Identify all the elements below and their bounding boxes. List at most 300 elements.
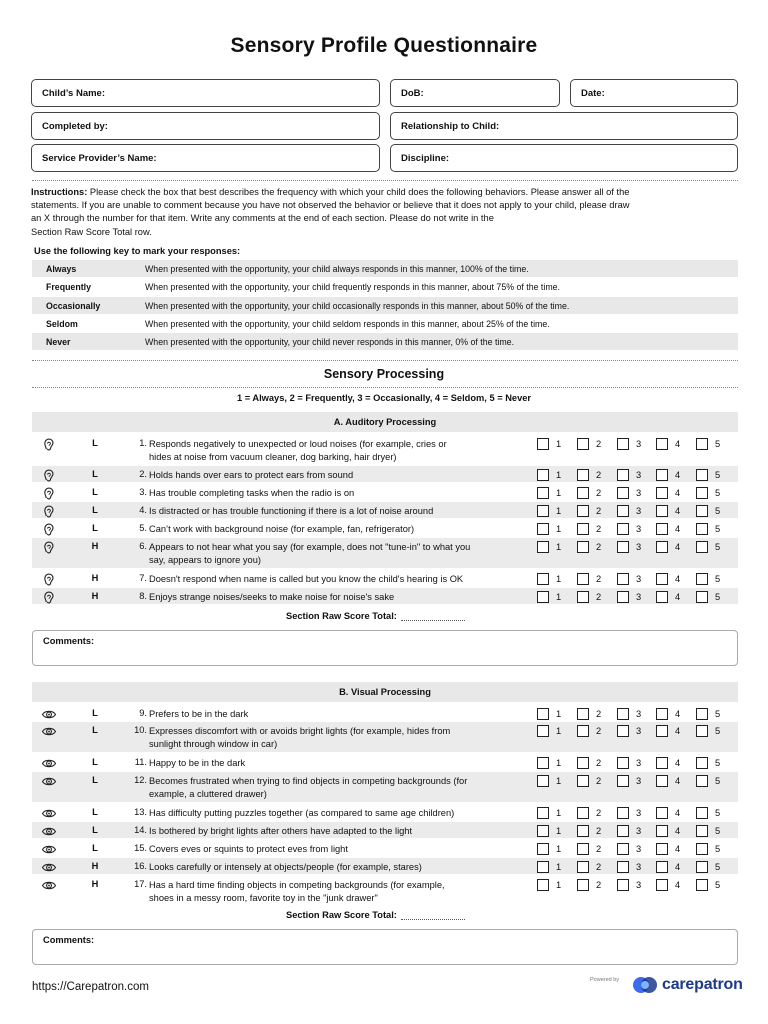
option-label: 3 [636,880,642,890]
checkbox[interactable] [537,505,549,517]
response-code: L [92,469,98,479]
option-label: 1 [556,844,562,854]
option-5[interactable] [696,523,720,535]
checkbox[interactable] [577,541,589,553]
item-text [149,469,531,482]
question-row [0,435,768,465]
option-1[interactable] [537,469,561,481]
option-3[interactable] [617,775,641,787]
option-5[interactable] [696,487,720,499]
option-5[interactable] [696,757,720,769]
option-4[interactable] [656,757,680,769]
option-4[interactable] [656,469,680,481]
checkbox[interactable] [696,523,708,535]
option-2[interactable] [577,757,601,769]
checkbox[interactable] [656,725,668,737]
checkbox[interactable] [696,541,708,553]
option-4[interactable] [656,725,680,737]
option-4[interactable] [656,807,680,819]
ear-icon [41,541,57,554]
option-5[interactable] [696,469,720,481]
question-row [0,722,768,752]
key-row [32,278,738,295]
question-row [0,754,768,770]
option-3[interactable] [617,573,641,585]
option-label: 3 [636,826,642,836]
checkbox[interactable] [577,505,589,517]
key-label: Frequently [46,281,91,292]
discipline-field[interactable] [390,144,738,172]
option-3[interactable] [617,757,641,769]
checkbox[interactable] [537,843,549,855]
option-5[interactable] [696,775,720,787]
option-1[interactable] [537,861,561,873]
eye-icon [41,725,57,738]
checkbox[interactable] [696,505,708,517]
comments-box[interactable] [32,929,738,965]
option-label: 4 [675,574,681,584]
checkbox[interactable] [696,757,708,769]
option-label: 3 [636,709,642,719]
option-4[interactable] [656,505,680,517]
option-5[interactable] [696,708,720,720]
response-code: L [92,843,98,853]
checkbox[interactable] [696,879,708,891]
checkbox[interactable] [696,591,708,603]
option-label: 2 [596,488,602,498]
option-label: 2 [596,726,602,736]
option-5[interactable] [696,843,720,855]
checkbox[interactable] [656,541,668,553]
checkbox[interactable] [656,879,668,891]
item-text-line: example, a cluttered drawer) [149,789,267,799]
option-label: 2 [596,808,602,818]
option-3[interactable] [617,438,641,450]
checkbox[interactable] [656,861,668,873]
dob-field[interactable] [390,79,560,107]
item-text [149,438,531,464]
checkbox[interactable] [656,591,668,603]
option-label: 4 [675,506,681,516]
checkbox[interactable] [577,879,589,891]
key-row [32,315,738,332]
checkbox[interactable] [577,861,589,873]
instructions-line: an X through the number for that item. Write any comments at the end of each section. Please do not write in the [31,213,494,224]
option-label: 5 [715,542,721,552]
option-2[interactable] [577,825,601,837]
item-number: 12. [134,775,147,785]
checkbox[interactable] [617,807,629,819]
option-label: 3 [636,776,642,786]
checkbox[interactable] [577,591,589,603]
checkbox[interactable] [656,757,668,769]
checkbox[interactable] [577,725,589,737]
eye-icon [41,807,57,820]
brand-logo [632,975,743,995]
comments-box[interactable] [32,630,738,666]
option-label: 5 [715,726,721,736]
checkbox[interactable] [537,879,549,891]
response-code: H [91,879,99,889]
question-row [0,466,768,482]
option-3[interactable] [617,591,641,603]
item-text [149,505,531,518]
instructions-line: Section Raw Score Total row. [31,226,152,237]
eye-icon [41,775,57,788]
item-number: 14. [134,825,147,835]
ear-icon [41,591,57,604]
checkbox[interactable] [577,757,589,769]
checkbox[interactable] [617,591,629,603]
option-1[interactable] [537,807,561,819]
checkbox[interactable] [617,573,629,585]
checkbox[interactable] [617,505,629,517]
option-4[interactable] [656,573,680,585]
checkbox[interactable] [617,825,629,837]
option-label: 2 [596,709,602,719]
option-1[interactable] [537,725,561,737]
item-number: 17. [134,879,147,889]
item-text [149,843,531,856]
option-1[interactable] [537,591,561,603]
checkbox[interactable] [656,825,668,837]
item-text-line: Can’t work with background noise (for example, fan, refrigerator) [149,524,415,534]
option-4[interactable] [656,708,680,720]
divider [32,180,738,181]
eye-icon [41,708,57,721]
checkbox[interactable] [537,591,549,603]
checkbox[interactable] [537,757,549,769]
option-5[interactable] [696,879,720,891]
checkbox[interactable] [656,573,668,585]
option-4[interactable] [656,541,680,553]
question-row [0,858,768,874]
checkbox[interactable] [696,573,708,585]
option-label: 2 [596,542,602,552]
checkbox[interactable] [537,725,549,737]
option-3[interactable] [617,825,641,837]
option-label: 4 [675,808,681,818]
checkbox[interactable] [577,807,589,819]
item-text-line: sunlight through window in car) [149,739,278,749]
checkbox[interactable] [577,825,589,837]
checkbox[interactable] [537,807,549,819]
checkbox[interactable] [537,708,549,720]
option-label: 1 [556,439,562,449]
option-label: 5 [715,709,721,719]
checkbox[interactable] [656,505,668,517]
response-code: L [92,487,98,497]
option-label: 4 [675,592,681,602]
option-1[interactable] [537,505,561,517]
option-4[interactable] [656,523,680,535]
option-label: 3 [636,524,642,534]
checkbox[interactable] [537,775,549,787]
question-row [0,538,768,568]
option-3[interactable] [617,725,641,737]
checkbox[interactable] [617,487,629,499]
eye-icon [41,861,57,874]
provider-field[interactable] [31,144,380,172]
checkbox[interactable] [696,843,708,855]
ear-icon [41,438,57,451]
option-label: 3 [636,470,642,480]
item-number: 1. [139,438,147,448]
comments-label: Comments: [43,636,95,646]
key-label: Never [46,336,71,347]
option-4[interactable] [656,775,680,787]
item-text [149,708,531,721]
option-2[interactable] [577,438,601,450]
checkbox[interactable] [617,541,629,553]
option-label: 5 [715,808,721,818]
date-field[interactable] [570,79,738,107]
checkbox[interactable] [617,523,629,535]
option-1[interactable] [537,573,561,585]
option-3[interactable] [617,843,641,855]
checkbox[interactable] [617,438,629,450]
option-label: 2 [596,574,602,584]
item-number: 11. [134,757,147,767]
option-label: 3 [636,592,642,602]
option-2[interactable] [577,807,601,819]
completed-by-label: Completed by: [42,120,108,132]
option-5[interactable] [696,861,720,873]
checkbox[interactable] [537,487,549,499]
checkbox[interactable] [577,523,589,535]
option-3[interactable] [617,523,641,535]
item-number: 6. [139,541,147,551]
checkbox[interactable] [617,775,629,787]
option-2[interactable] [577,541,601,553]
item-text-line: Is distracted or has trouble functioning if there is a lot of noise around [149,506,434,516]
completed-by-field[interactable] [31,112,380,140]
option-label: 4 [675,826,681,836]
checkbox[interactable] [537,523,549,535]
option-4[interactable] [656,591,680,603]
item-text-line: shoes in a messy room, favorite toy in the "junk drawer" [149,893,378,903]
option-1[interactable] [537,843,561,855]
option-1[interactable] [537,438,561,450]
option-4[interactable] [656,879,680,891]
item-text [149,807,531,820]
option-label: 4 [675,758,681,768]
checkbox[interactable] [577,487,589,499]
checkbox[interactable] [656,438,668,450]
option-3[interactable] [617,807,641,819]
option-label: 1 [556,862,562,872]
date-label: Date: [581,87,605,99]
option-5[interactable] [696,825,720,837]
dob-label: DoB: [401,87,424,99]
option-label: 2 [596,470,602,480]
response-code: L [92,708,98,718]
option-4[interactable] [656,825,680,837]
option-5[interactable] [696,591,720,603]
option-3[interactable] [617,708,641,720]
option-2[interactable] [577,708,601,720]
option-3[interactable] [617,487,641,499]
checkbox[interactable] [577,573,589,585]
item-text [149,541,531,567]
option-label: 1 [556,776,562,786]
checkbox[interactable] [656,487,668,499]
option-label: 1 [556,808,562,818]
relationship-field[interactable] [390,112,738,140]
checkbox[interactable] [577,469,589,481]
ear-icon [41,469,57,482]
option-4[interactable] [656,487,680,499]
option-5[interactable] [696,725,720,737]
option-1[interactable] [537,757,561,769]
checkbox[interactable] [617,757,629,769]
option-1[interactable] [537,523,561,535]
item-number: 2. [139,469,147,479]
checkbox[interactable] [537,541,549,553]
question-row [0,588,768,604]
option-label: 2 [596,776,602,786]
option-5[interactable] [696,438,720,450]
option-2[interactable] [577,879,601,891]
option-label: 4 [675,542,681,552]
checkbox[interactable] [696,708,708,720]
raw-score-line[interactable] [401,910,465,920]
option-3[interactable] [617,541,641,553]
item-number: 9. [139,708,147,718]
option-2[interactable] [577,591,601,603]
option-5[interactable] [696,541,720,553]
option-1[interactable] [537,775,561,787]
option-1[interactable] [537,541,561,553]
option-2[interactable] [577,487,601,499]
option-2[interactable] [577,523,601,535]
option-label: 5 [715,506,721,516]
response-code: L [92,775,98,785]
item-text-line: hides at noise from vacuum cleaner, dog barking, hair dryer) [149,452,397,462]
checkbox[interactable] [577,843,589,855]
checkbox[interactable] [696,487,708,499]
checkbox[interactable] [696,807,708,819]
item-number: 7. [139,573,147,583]
key-heading: Use the following key to mark your responses: [34,246,241,256]
checkbox[interactable] [696,825,708,837]
option-4[interactable] [656,438,680,450]
checkbox[interactable] [696,438,708,450]
child-name-field[interactable] [31,79,380,107]
option-4[interactable] [656,861,680,873]
checkbox[interactable] [537,861,549,873]
checkbox[interactable] [656,708,668,720]
checkbox[interactable] [656,843,668,855]
checkbox[interactable] [577,708,589,720]
option-3[interactable] [617,505,641,517]
option-2[interactable] [577,505,601,517]
option-4[interactable] [656,843,680,855]
raw-score-line[interactable] [401,611,465,621]
item-text-line: Doesn't respond when name is called but you know the child's hearing is OK [149,574,464,584]
item-text [149,825,531,838]
option-label: 5 [715,524,721,534]
option-label: 2 [596,844,602,854]
option-label: 5 [715,826,721,836]
response-code: H [91,541,99,551]
checkbox[interactable] [577,438,589,450]
checkbox[interactable] [537,438,549,450]
option-2[interactable] [577,843,601,855]
checkbox[interactable] [656,807,668,819]
option-3[interactable] [617,879,641,891]
option-5[interactable] [696,573,720,585]
checkbox[interactable] [537,573,549,585]
item-text-line: Expresses discomfort with or avoids bright lights (for example, hides from [149,726,451,736]
instructions-line: Please check the box that best describes the frequency with which your child does the following behaviors. Please answer all of the [87,187,630,197]
option-2[interactable] [577,725,601,737]
option-label: 2 [596,592,602,602]
option-label: 5 [715,758,721,768]
checkbox[interactable] [617,725,629,737]
footer-link[interactable]: https://Carepatron.com [32,981,149,993]
item-text [149,523,531,536]
item-text [149,757,531,770]
checkbox[interactable] [617,879,629,891]
item-text-line: Becomes frustrated when trying to find objects in competing backgrounds (for [149,776,468,786]
option-label: 5 [715,862,721,872]
checkbox[interactable] [537,825,549,837]
option-3[interactable] [617,469,641,481]
raw-score-total [286,910,465,920]
option-3[interactable] [617,861,641,873]
option-1[interactable] [537,487,561,499]
comments-label: Comments: [43,935,95,945]
checkbox[interactable] [577,775,589,787]
checkbox[interactable] [656,469,668,481]
option-5[interactable] [696,807,720,819]
option-5[interactable] [696,505,720,517]
option-2[interactable] [577,775,601,787]
checkbox[interactable] [656,775,668,787]
checkbox[interactable] [696,861,708,873]
option-label: 2 [596,758,602,768]
option-label: 1 [556,542,562,552]
checkbox[interactable] [696,775,708,787]
checkbox[interactable] [617,708,629,720]
checkbox[interactable] [617,469,629,481]
option-label: 2 [596,880,602,890]
option-label: 5 [715,776,721,786]
checkbox[interactable] [537,469,549,481]
option-label: 5 [715,592,721,602]
item-text [149,879,531,905]
option-1[interactable] [537,879,561,891]
child-name-label: Child’s Name: [42,87,105,99]
option-1[interactable] [537,708,561,720]
option-2[interactable] [577,861,601,873]
option-label: 2 [596,862,602,872]
checkbox[interactable] [696,725,708,737]
checkbox[interactable] [656,523,668,535]
option-2[interactable] [577,573,601,585]
option-label: 3 [636,506,642,516]
checkbox[interactable] [696,469,708,481]
checkbox[interactable] [617,843,629,855]
divider [32,387,738,388]
brand-name: carepatron [662,976,743,993]
checkbox[interactable] [617,861,629,873]
option-1[interactable] [537,825,561,837]
question-row [0,570,768,586]
option-2[interactable] [577,469,601,481]
option-label: 4 [675,709,681,719]
